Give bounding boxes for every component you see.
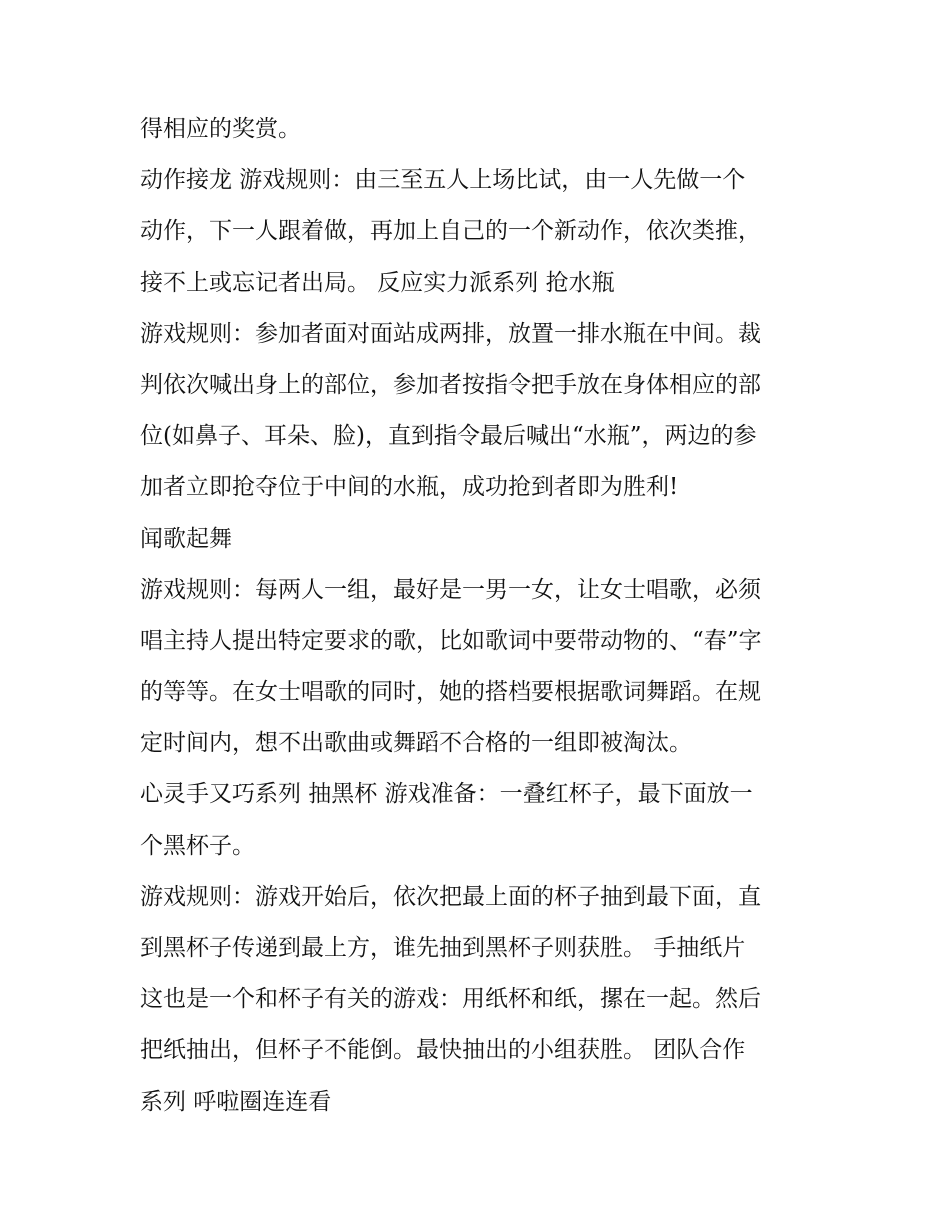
text-line: 闻歌起舞: [140, 525, 232, 552]
text-line: 唱主持人提出特定要求的歌，比如歌词中要带动物的、“春”字: [140, 627, 762, 654]
text-line: 把纸抽出，但杯子不能倒。最快抽出的小组获胜。 团队合作: [140, 1037, 746, 1064]
text-line: 个黑杯子。: [140, 832, 255, 859]
text-line: 的等等。在女士唱歌的同时，她的搭档要根据歌词舞蹈。在规: [140, 679, 761, 706]
text-line: 心灵手又巧系列 抽黑杯 游戏准备：一叠红杯子，最下面放一: [140, 781, 753, 808]
text-line: 得相应的奖赏。: [140, 116, 301, 142]
text-line: 判依次喊出身上的部位，参加者按指令把手放在身体相应的部: [140, 371, 761, 398]
text-line: 定时间内，想不出歌曲或舞蹈不合格的一组即被淘汰。: [140, 730, 692, 757]
text-line: 到黑杯子传递到最上方，谁先抽到黑杯子则获胜。 手抽纸片: [140, 935, 746, 961]
text-line: 游戏规则：每两人一组，最好是一男一女，让女士唱歌，必须: [140, 576, 761, 603]
text-line: 接不上或忘记者出局。 反应实力派系列 抢水瓶: [140, 269, 615, 296]
text-line: 位(如鼻子、耳朵、脸)，直到指令最后喊出“水瓶”，两边的参: [140, 423, 757, 450]
text-line: 这也是一个和杯子有关的游戏：用纸杯和纸，摞在一起。然后: [140, 986, 761, 1013]
text-line: 系列 呼啦圈连连看: [140, 1088, 332, 1115]
text-line: 动作，下一人跟着做，再加上自己的一个新动作，依次类推，: [140, 218, 761, 245]
text-line: 动作接龙 游戏规则：由三至五人上场比试，由一人先做一个: [140, 167, 746, 194]
body-text: [140, 104, 820, 1128]
text-line: 游戏规则：参加者面对面站成两排，放置一排水瓶在中间。裁: [140, 320, 761, 347]
text-line: 游戏规则：游戏开始后，依次把最上面的杯子抽到最下面，直: [140, 883, 761, 910]
text-line: 加者立即抢夺位于中间的水瓶，成功抢到者即为胜利!: [140, 474, 679, 501]
